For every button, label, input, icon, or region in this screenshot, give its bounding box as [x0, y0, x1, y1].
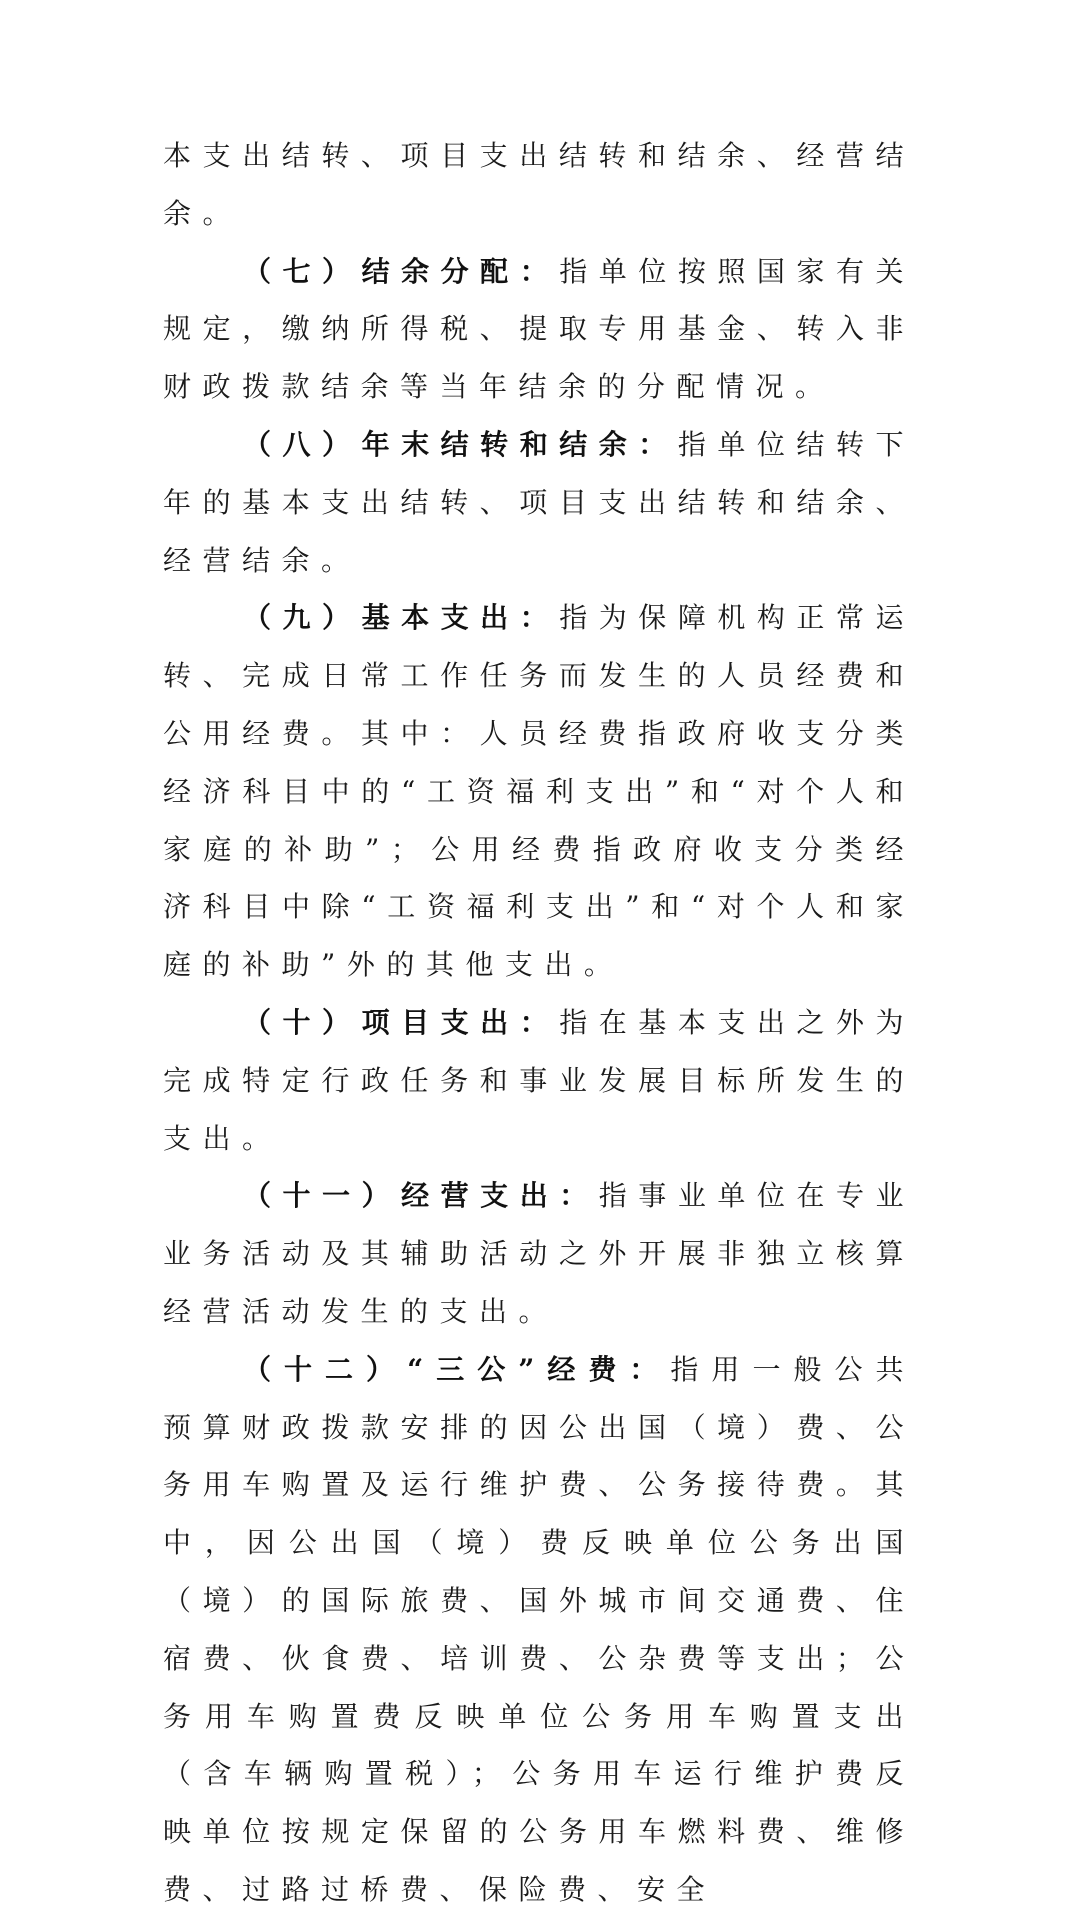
- paragraph-body: 指用一般公共预算财政拨款安排的因公出国（境）费、公务用车购置及运行维护费、公务接待费。其中，因公出国（境）费反映单位公务出国（境）的国际旅费、国外城市间交通费、住宿费、伙食费、培训费、公杂费等支出；公务用车购置费反映单位公务用车购置支出（含车辆购置税）；公务用车运行维护费反映单位按规定保留的公务用车燃料费、维修费、过路过桥费、保险费、安全: [163, 1352, 915, 1906]
- paragraph-body: 本支出结转、项目支出结转和结余、经营结余。: [163, 139, 915, 230]
- paragraph-heading: （十二）“三公”经费：: [243, 1352, 671, 1386]
- paragraph-heading: （十一）经营支出：: [243, 1179, 599, 1213]
- paragraph-operating-expenditure: [163, 1167, 915, 1340]
- paragraph-project-expenditure: [163, 994, 915, 1167]
- document-page: [163, 127, 915, 1919]
- paragraph-year-end-carryover: [163, 416, 915, 589]
- paragraph-heading: （九）基本支出：: [243, 601, 560, 635]
- paragraph-heading: （七）结余分配：: [243, 254, 560, 288]
- paragraph-surplus-distribution: [163, 243, 915, 416]
- paragraph-body: 指单位结转下年的基本支出结转、项目支出结转和结余、经营结余。: [163, 427, 915, 577]
- paragraph-body: 指在基本支出之外为完成特定行政任务和事业发展目标所发生的支出。: [163, 1005, 915, 1155]
- paragraph-body: 指为保障机构正常运转、完成日常工作任务而发生的人员经费和公用经费。其中：人员经费指政府收支分类经济科目中的“工资福利支出”和“对个人和家庭的补助”；公用经费指政府收支分类经济科目中除“工资福利支出”和“对个人和家庭的补助”外的其他支出。: [163, 601, 915, 982]
- paragraph-heading: （八）年末结转和结余：: [243, 427, 678, 461]
- paragraph-body: 指单位按照国家有关规定，缴纳所得税、提取专用基金、转入非财政拨款结余等当年结余的分配情况。: [163, 254, 915, 404]
- paragraph-body: 指事业单位在专业业务活动及其辅助活动之外开展非独立核算经营活动发生的支出。: [163, 1179, 915, 1328]
- paragraph-three-public-expenses: [163, 1341, 915, 1919]
- paragraph-continuation: [163, 127, 915, 243]
- paragraph-heading: （十）项目支出：: [243, 1005, 560, 1039]
- paragraph-basic-expenditure: [163, 589, 915, 994]
